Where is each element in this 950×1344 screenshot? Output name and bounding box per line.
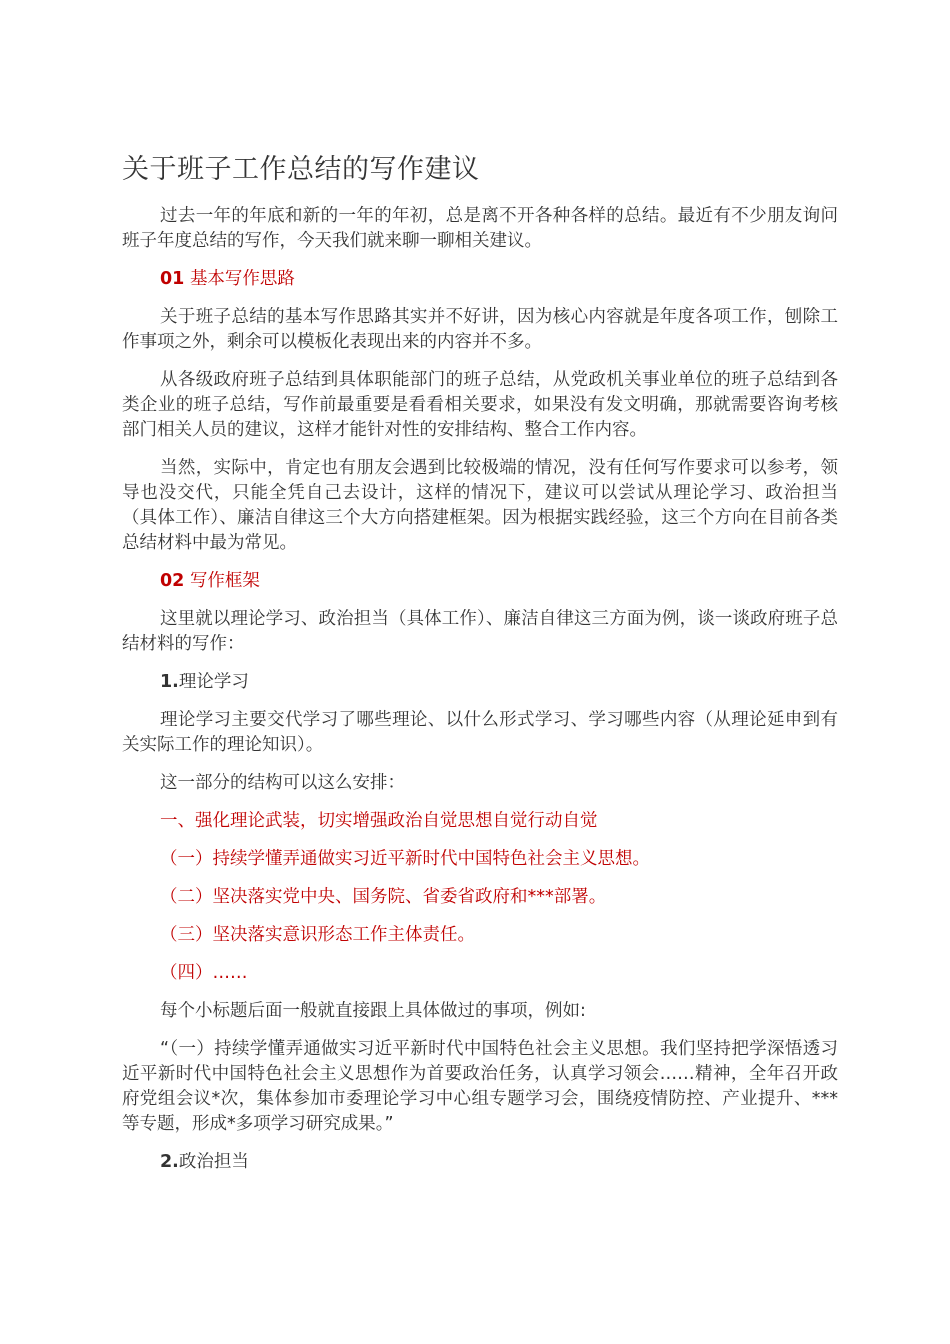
section1-paragraph-1: 关于班子总结的基本写作思路其实并不好讲，因为核心内容就是年度各项工作，刨除工作事项之外，剩余可以模板化表现出来的内容并不多。 [122, 307, 838, 352]
section2-paragraph-2: 理论学习主要交代学习了哪些理论、以什么形式学习、学习哪些内容（从理论延申到有关实际工作的理论知识）。 [122, 710, 838, 755]
page-title: 关于班子工作总结的写作建议 [122, 154, 480, 185]
section-number-1: 01 [160, 269, 185, 289]
example-quote: “（一）持续学懂弄通做实习近平新时代中国特色社会主义思想。我们坚持把学深悟透习近平新时代中国特色社会主义思想作为首要政治任务，认真学习领会……精神，全年召开政府党组会议*次，集体参加市委理论学习中心组专题学习会，围绕疫情防控、产业提升、***等专题，形成*多项学习研究成果。” [122, 1039, 838, 1134]
subheading-label-1: 理论学习 [178, 672, 249, 692]
section2-paragraph-4: 每个小标题后面一般就直接跟上具体做过的事项，例如: [160, 1001, 586, 1021]
intro-paragraph: 过去一年的年底和新的一年的年初，总是离不开各种各样的总结。最近有不少朋友询问班子年度总结的写作，今天我们就来聊一聊相关建议。 [122, 206, 838, 251]
outline-item: （二）坚决落实党中央、国务院、省委省政府和***部署。 [160, 887, 607, 907]
section-number-2: 02 [160, 571, 185, 591]
outline-item: （三）坚决落实意识形态工作主体责任。 [160, 925, 475, 945]
subheading-theory-study [122, 670, 838, 695]
subheading-number-1: 1. [160, 672, 179, 692]
section-label-2: 写作框架 [189, 571, 260, 591]
section1-paragraph-3: 当然，实际中，肯定也有朋友会遇到比较极端的情况，没有任何写作要求可以参考，领导也没交代，只能全凭自己去设计，这样的情况下，建议可以尝试从理论学习、政治担当（具体工作）、廉洁自律这三个大方向搭建框架。因为根据实践经验，这三个方向在目前各类总结材料中最为常见。 [122, 458, 838, 553]
outline-item: （一）持续学懂弄通做实习近平新时代中国特色社会主义思想。 [160, 849, 650, 869]
section-label-1: 基本写作思路 [189, 269, 295, 289]
subheading-political-responsibility [122, 1150, 838, 1175]
section2-paragraph-3: 这一部分的结构可以这么安排： [160, 773, 405, 793]
subheading-number-2: 2. [160, 1152, 179, 1172]
section-heading-2 [122, 569, 838, 594]
section2-paragraph-1: 这里就以理论学习、政治担当（具体工作）、廉洁自律这三方面为例，谈一谈政府班子总结材料的写作： [122, 609, 838, 654]
outline-item: （四）…… [160, 963, 248, 983]
section1-paragraph-2: 从各级政府班子总结到具体职能部门的班子总结，从党政机关事业单位的班子总结到各类企业的班子总结，写作前最重要是看看相关要求，如果没有发文明确，那就需要咨询考核部门相关人员的建议，这样才能针对性的安排结构、整合工作内容。 [122, 370, 838, 440]
document-page [122, 150, 838, 1188]
outline-item: 一、强化理论武装，切实增强政治自觉思想自觉行动自觉 [160, 811, 598, 831]
section-heading-1 [122, 267, 838, 292]
subheading-label-2: 政治担当 [178, 1152, 249, 1172]
